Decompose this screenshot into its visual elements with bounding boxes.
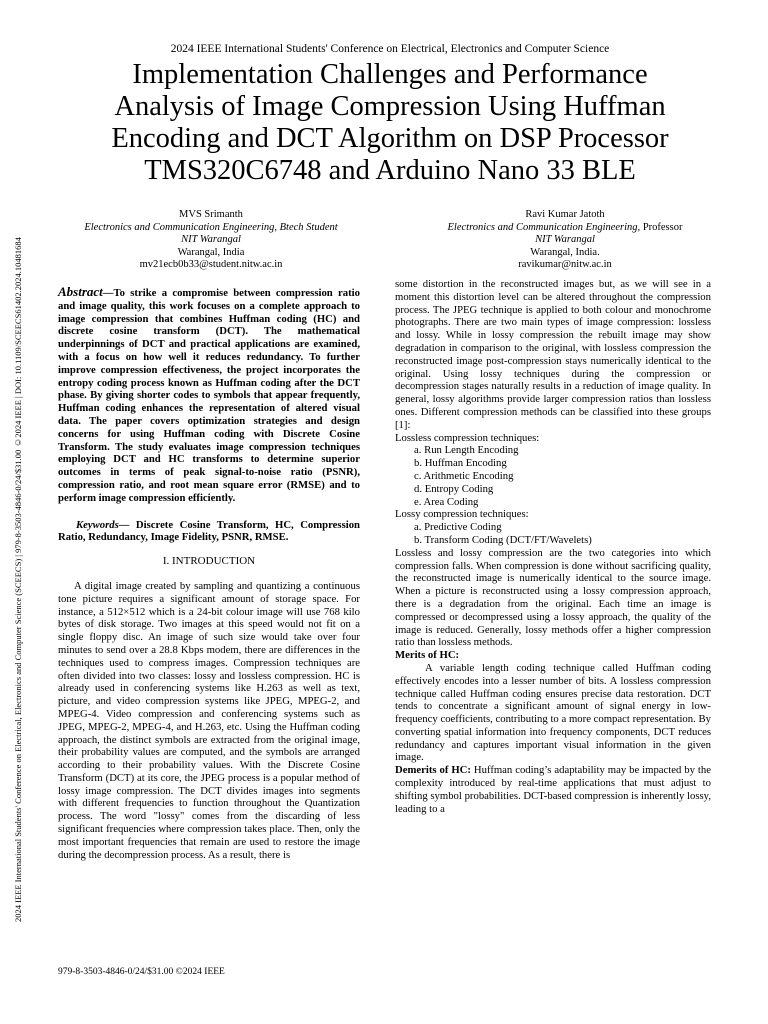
abstract-heading: Abstract: [58, 284, 103, 299]
title-line: TMS320C6748 and Arduino Nano 33 BLE: [144, 155, 636, 186]
title-line: Analysis of Image Compression Using Huffman: [114, 91, 666, 122]
merits-heading: Merits of HC:: [395, 649, 460, 662]
abstract: [58, 286, 360, 505]
lossless-techniques-list: [395, 444, 711, 508]
keywords-body: — Discrete Cosine Transform, HC, Compression Ratio, Redundancy, Image Fidelity, PSNR, RMSE.: [58, 518, 360, 544]
author-institute: NIT Warangal: [535, 234, 595, 246]
author-role: Professor: [640, 221, 683, 233]
merits-paragraph: A variable length coding technique called Huffman coding effectively encodes into a lesser number of bits. A lossless compression technique called Huffman coding ensures precise data restoration. DCT tends to concentrate a significant amount of signal energy in low-frequency coefficients, contributing to a more compact representation. By converting spatial information into frequency components, DCT reduces redundancy and captures important visual information in the given image.: [395, 661, 711, 764]
author-location: Warangal, India: [177, 246, 245, 258]
list-item: b. Huffman Encoding: [414, 457, 507, 470]
keywords-heading: Keywords: [76, 518, 119, 531]
list-item: e. Area Coding: [414, 495, 479, 508]
conference-header: 2024 IEEE International Students' Conference on Electrical, Electronics and Computer Science: [170, 43, 610, 55]
intro-paragraph: A digital image created by sampling and quantizing a continuous tone picture requires a significant amount of storage space. For instance, a 512×512 which is a 24-bit colour image will use 768 kilo bytes of disk storage. Two images at this speed would not fit on a single floppy disc. An image of such size would take over four minutes to send over a 28.8 Kbps modem, there are differences in the techniques used to compress images. Compression techniques are often divided into two classes: lossy and lossless compression. HC is already used in conferencing systems like H.263 as well as text, picture, and video compression systems like JPEG, MPEG-2, and MPEG-4. Video compression and conferencing systems such as JPEG, MPEG-2, MPEG-4, and H.263, etc. Using the Huffman coding approach, the distinct symbols are extracted from the original image, their probability values are computed, and the symbols are arranged according to their probability values. With the Discrete Cosine Transform (DCT) at its core, the JPEG process is a popular method of lossy image compression. The DCT divides images into segments with different frequencies to function throughout the Quantization process. The word "lossy" comes from the discarding of less significant frequencies where compression takes place. Then, only the most important frequencies that remain are used to restore the image during the decompression process. As a result, there is: [58, 579, 360, 861]
left-column: [58, 286, 360, 861]
keywords: [58, 519, 360, 545]
list-item: c. Arithmetic Encoding: [414, 469, 514, 482]
title-line: Implementation Challenges and Performance: [132, 59, 648, 90]
lossy-techniques-list: [395, 521, 711, 547]
author-name: MVS Srimanth: [179, 209, 243, 220]
author-affiliation: [400, 222, 730, 235]
author-block-1: [46, 209, 376, 272]
section-heading-introduction: I. INTRODUCTION: [162, 555, 256, 568]
abstract-body: —To strike a compromise between compression ratio and image quality, this work focuses on a complete approach to image compression that combines Huffman coding (HC) and discrete cosine transform (DCT). The mathematical underpinnings of DCT and practical applications are examined, with a focus on how well it reduces redundancy. To further improve compression effectiveness, the project incorporates the entropy coding process known as Huffman coding after the DCT phase. By giving shorter codes to symbols that appear frequently, Huffman coding enhances the representation of altered visual data. The paper covers optimization strategies and design concerns for using Huffman coding with Discrete Cosine Transform. The study evaluates image compression techniques employing DCT and HC transforms to determine superior outcomes in terms of peak signal-to-noise ratio (PSNR), compression ratio, and root mean square error (RMSE) and to perform image compression efficiently.: [58, 287, 360, 504]
author-affiliation: [46, 222, 376, 235]
author-institute: NIT Warangal: [181, 234, 241, 246]
author-email: ravikumar@nitw.ac.in: [518, 259, 612, 271]
list-item: b. Transform Coding (DCT/FT/Wavelets): [414, 533, 592, 546]
paper-title: [50, 59, 730, 187]
intro-paragraph-continued: some distortion in the reconstructed images but, as we will see in a moment this distortion level can be altered throughout the compression process. The JPEG technique is applied to both colour and monochrome photographs. There are two main types of image compression: lossless and lossy. While in lossy compression the rebuilt image may show degradation in comparison to the original, with lossless compression the reconstructed image post-compression stays numerically identical to the original. Using lossy techniques during the compression or decompression stages naturally results in a reduction of image quality. In general, lossy algorithms provide larger compression ratios than lossless ones. Different compression methods can be classified into these groups [1]:: [395, 278, 711, 431]
demerits-heading: Demerits of HC:: [395, 764, 471, 777]
author-location: Warangal, India.: [530, 246, 600, 258]
author-department: Electronics and Communication Engineering, Btech Student: [84, 221, 338, 233]
demerits-body: Huffman coding’s adaptability may be impacted by the complexity introduced by real-time applications that must adjust to shifting symbol probabilities. DCT-based compression is inherently lossy, leading to a: [395, 764, 711, 815]
list-item: d. Entropy Coding: [414, 482, 494, 495]
lossless-list-heading: Lossless compression techniques:: [395, 431, 540, 444]
compression-categories-paragraph: Lossless and lossy compression are the two categories into which compression falls. When compression is done without sacrificing quality, the reconstructed image is numerically identical to the source image. When a picture is reconstructed using a lossy compression approach, there is a degradation from the original. Each time an image is compressed or decompressed using a lossy approach, the quality of the image is reduced. Generally, lossy methods offer a higher compression ratio than lossless methods.: [395, 546, 711, 649]
copyright-footer: 979-8-3503-4846-0/24/$31.00 ©2024 IEEE: [58, 967, 225, 977]
doi-side-strip: 2024 IEEE International Students' Conference on Electrical, Electronics and Computer Science (SCEECS) | 979-8-3503-4846-0/24/$31.00 ©2024 IEEE | DOI: 10.1109/SCEECS61402.2024.10481684: [13, 237, 23, 922]
author-name: Ravi Kumar Jatoth: [525, 209, 605, 220]
list-item: a. Predictive Coding: [414, 521, 502, 534]
lossy-list-heading: Lossy compression techniques:: [395, 508, 529, 521]
author-email: mv21ecb0b33@student.nitw.ac.in: [139, 259, 283, 271]
author-block-2: [400, 209, 730, 272]
author-department: Electronics and Communication Engineering,: [447, 221, 641, 233]
title-line: Encoding and DCT Algorithm on DSP Processor: [111, 123, 669, 154]
right-column: [395, 278, 711, 815]
list-item: a. Run Length Encoding: [414, 444, 519, 457]
demerits-paragraph: [395, 764, 711, 815]
